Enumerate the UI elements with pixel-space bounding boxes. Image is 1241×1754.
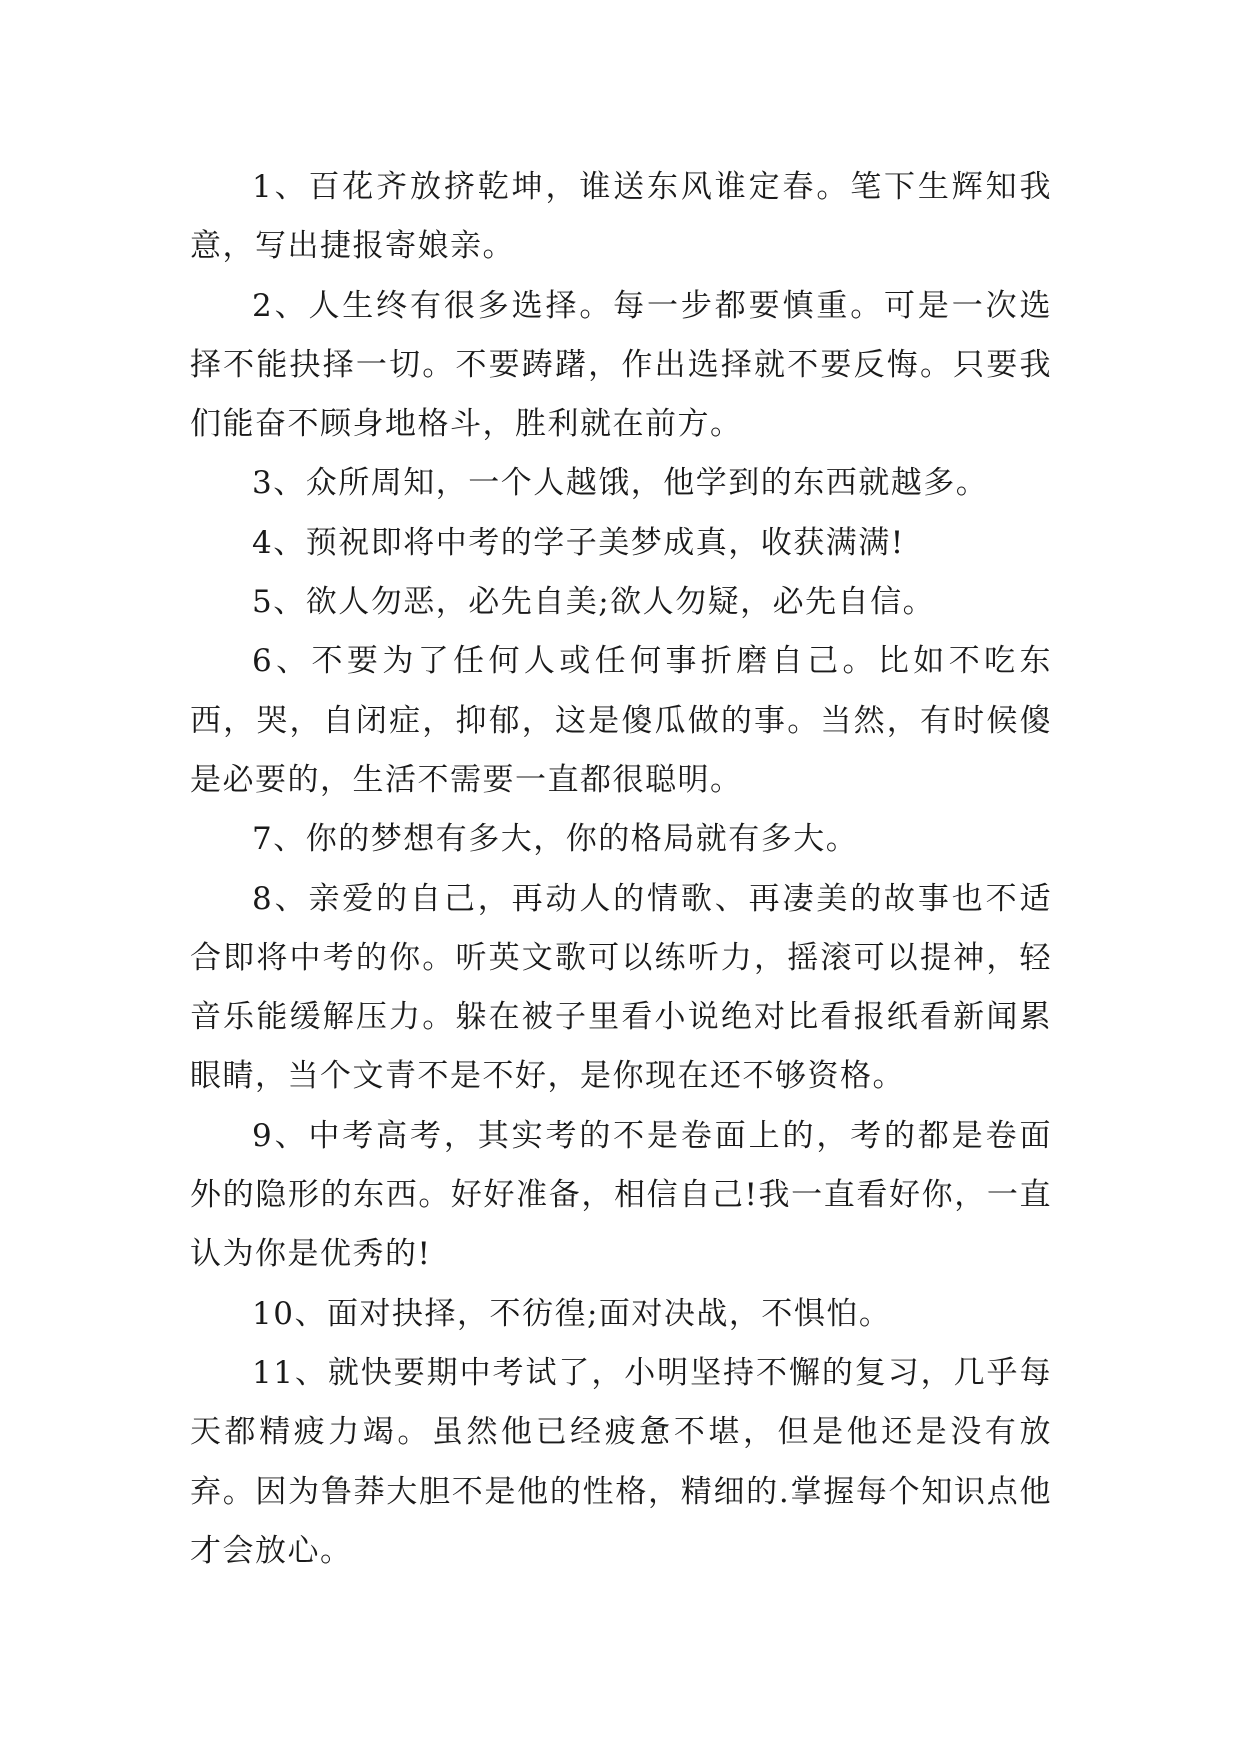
document-body: [190, 158, 1052, 1581]
paragraph-6: 6、不要为了任何人或任何事折磨自己。比如不吃东西，哭，自闭症，抑郁，这是傻瓜做的事。当然，有时候傻是必要的，生活不需要一直都很聪明。: [190, 643, 1052, 798]
paragraph-1: 1、百花齐放挤乾坤，谁送东风谁定春。笔下生辉知我意，写出捷报寄娘亲。: [190, 169, 1052, 265]
paragraph-9: 9、中考高考，其实考的不是卷面上的，考的都是卷面外的隐形的东西。好好准备，相信自己!我一直看好你，一直认为你是优秀的!: [190, 1117, 1052, 1273]
paragraph-3: 3、众所周知，一个人越饿，他学到的东西就越多。: [252, 465, 989, 502]
paragraph-8: 8、亲爱的自己，再动人的情歌、再凄美的故事也不适合即将中考的你。听英文歌可以练听力，摇滚可以提神，轻音乐能缓解压力。躲在被子里看小说绝对比看报纸看新闻累眼睛，当个文青不是不好，是你现在还不够资格。: [190, 880, 1052, 1095]
paragraph-2: 2、人生终有很多选择。每一步都要慎重。可是一次选择不能抉择一切。不要踌躇，作出选择就不要反悔。只要我们能奋不顾身地格斗，胜利就在前方。: [190, 287, 1052, 443]
paragraph-7: 7、你的梦想有多大，你的格局就有多大。: [252, 821, 859, 858]
paragraph-11: 11、就快要期中考试了，小明坚持不懈的复习，几乎每天都精疲力竭。虽然他已经疲惫不堪，但是他还是没有放弃。因为鲁莽大胆不是他的性格，精细的.掌握每个知识点他才会放心。: [190, 1354, 1052, 1569]
paragraph-10: 10、面对抉择，不彷徨;面对决战，不惧怕。: [252, 1295, 892, 1332]
paragraph-4: 4、预祝即将中考的学子美梦成真，收获满满!: [252, 524, 905, 561]
paragraph-5: 5、欲人勿恶，必先自美;欲人勿疑，必先自信。: [252, 584, 936, 621]
